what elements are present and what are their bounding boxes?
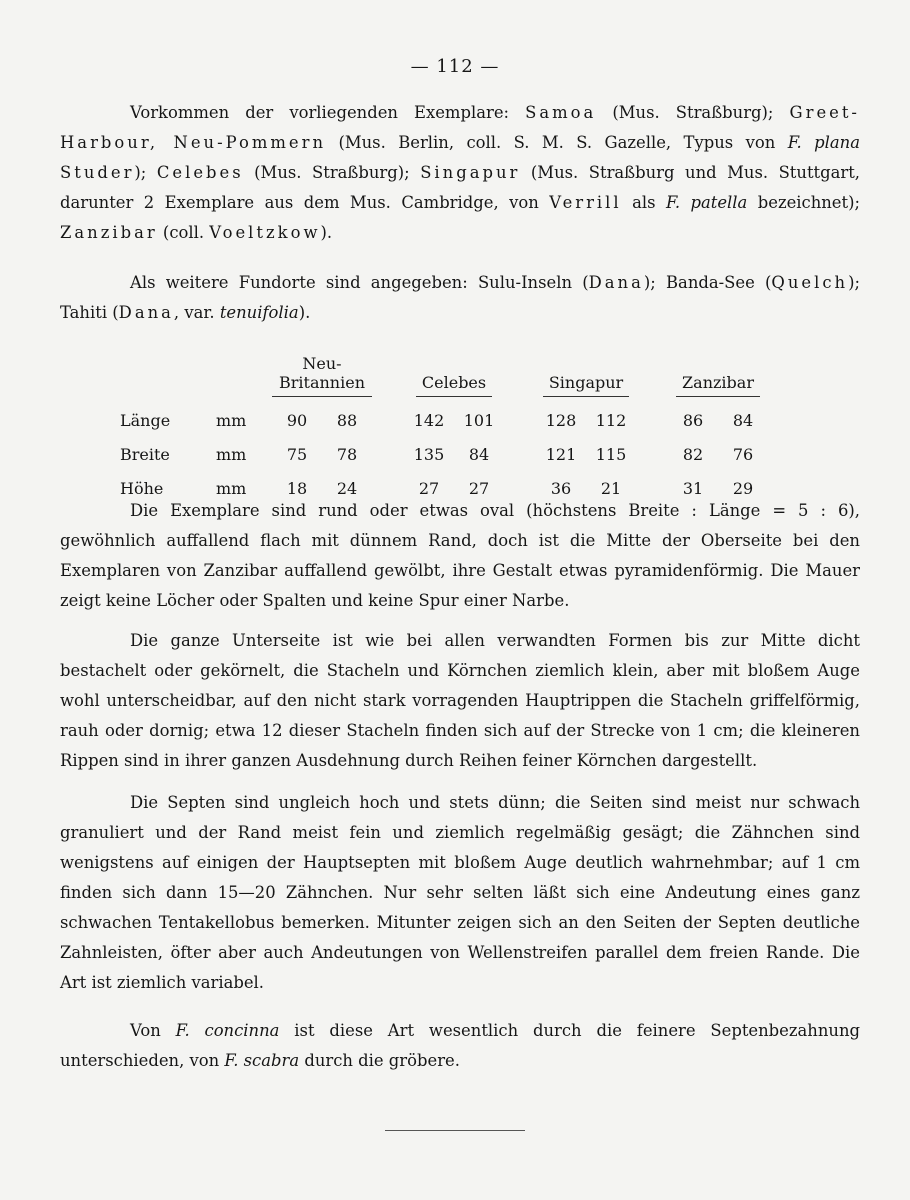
text: bezeichnet); — [757, 193, 861, 212]
page-number: — 112 — — [410, 56, 500, 77]
text: ). — [298, 303, 311, 322]
table-cell: 29 — [732, 478, 754, 498]
table-cell: 75 — [286, 444, 308, 464]
row-unit: mm — [216, 410, 247, 430]
author-name: Quelch — [771, 273, 849, 292]
text: als — [632, 193, 656, 212]
text: (Mus. Berlin, coll. S. M. S. Gazelle, Typus von — [338, 133, 776, 152]
table-cell: 24 — [336, 478, 358, 498]
species-name: F. concinna — [175, 1021, 280, 1040]
paragraph-occurrence — [60, 98, 860, 248]
table-cell: 86 — [682, 410, 704, 430]
section-divider — [385, 1130, 525, 1131]
author-name: Dana — [118, 303, 174, 322]
table-cell: 18 — [286, 478, 308, 498]
text: (Mus. Straßburg); — [254, 163, 410, 182]
species-name: F. patella — [666, 193, 748, 212]
text: ). — [320, 223, 333, 242]
author-name: Verrill — [549, 193, 622, 212]
text: Von — [130, 1021, 161, 1040]
table-cell: 27 — [418, 478, 440, 498]
table-cell: 21 — [600, 478, 622, 498]
column-header-celebes: Celebes — [416, 373, 492, 397]
table-cell: 27 — [468, 478, 490, 498]
table-row-laenge — [120, 403, 768, 437]
table-cell: 84 — [732, 410, 754, 430]
table-header-row — [120, 354, 768, 403]
paragraph-septa: Die Septen sind ungleich hoch und stets dünn; die Seiten sind meist nur schwach granuliert und der Rand meist fein und ziemlich regelmäßig gesägt; die Zähnchen sind wenigstens auf einigen der Hauptsepten mit bloßem Auge deutlich wahrnehmbar; auf 1 cm finden sich dann 15—20 Zähnchen. Nur sehr selten läßt sich eine Andeutung eines ganz schwachen Tentakellobus bemerken. Mitunter zeigen sich an den Seiten der Septen deutliche Zahnleisten, öfter aber auch Andeutungen von Wellenstreifen parallel dem freien Rande. Die Art ist ziemlich variabel. — [60, 793, 860, 992]
variety-name: tenuifolia — [219, 303, 299, 322]
text: Als weitere Fundorte sind angegeben: Sulu-Inseln ( — [130, 273, 589, 292]
table-cell: 142 — [413, 410, 445, 430]
table-cell: 90 — [286, 410, 308, 430]
author-name: Voeltzkow — [209, 223, 321, 242]
species-name: F. scabra — [224, 1051, 300, 1070]
row-unit: mm — [216, 478, 247, 498]
paragraph-shape: Die Exemplare sind rund oder etwas oval (höchstens Breite : Länge = 5 : 6), gewöhnlich auffallend flach mit dünnem Rand, doch ist die Mitte der Oberseite bei den Exemplaren von Zanzibar auffallend gewölbt, ihre Gestalt etwas pyramidenförmig. Die Mauer zeigt keine Löcher oder Spalten und keine Spur einer Narbe. — [60, 501, 860, 610]
measurement-table — [120, 354, 768, 505]
text: , var. — [173, 303, 215, 322]
row-unit: mm — [216, 444, 247, 464]
locality: Zanzibar — [60, 223, 158, 242]
paragraph-comparison — [60, 1016, 860, 1076]
text: (coll. — [162, 223, 205, 242]
column-header-zanzibar: Zanzibar — [676, 373, 760, 397]
table-cell: 121 — [545, 444, 577, 464]
text: (Mus. Straßburg); — [612, 103, 774, 122]
column-header-neu-britannien: Neu-Britannien — [272, 354, 372, 397]
table-cell: 76 — [732, 444, 754, 464]
table-cell: 82 — [682, 444, 704, 464]
text: Vorkommen der vorliegenden Exemplare: — [130, 103, 510, 122]
locality: Celebes — [156, 163, 244, 182]
paragraph-underside: Die ganze Unterseite ist wie bei allen verwandten Formen bis zur Mitte dicht bestachelt oder gekörnelt, die Stacheln und Körnchen ziemlich klein, aber mit bloßem Auge wohl unterscheidbar, auf den nicht stark vorragenden Hauptrippen die Stacheln griffelförmig, rauh oder dornig; etwa 12 dieser Stacheln finden sich auf der Strecke von 1 cm; die kleineren Rippen sind in ihrer ganzen Ausdehnung durch Reihen feiner Körnchen dargestellt. — [60, 631, 860, 770]
text: (Mus. Straßburg und Mus. Stuttgart, darunter 2 Exemplare aus dem Mus. Cambridge, von — [60, 163, 861, 212]
locality: Singapur — [420, 163, 521, 182]
paragraph-localities — [60, 268, 860, 328]
text: ); Tahiti ( — [60, 273, 860, 322]
species-name: F. plana — [787, 133, 860, 152]
table-cell: 112 — [595, 410, 627, 430]
row-label: Höhe — [120, 478, 164, 498]
locality: Greet-Harbour, Neu-Pommern — [60, 103, 860, 152]
table-cell: 88 — [336, 410, 358, 430]
table-cell: 84 — [468, 444, 490, 464]
table-cell: 115 — [595, 444, 627, 464]
table-cell: 101 — [463, 410, 495, 430]
text: ); — [134, 163, 147, 182]
author-name: Studer — [60, 163, 135, 182]
table-cell: 36 — [550, 478, 572, 498]
text: ); Banda-See ( — [643, 273, 772, 292]
row-label: Länge — [120, 410, 171, 430]
text: ist diese Art wesentlich durch die feinere Septenbezahnung unterschieden, von — [60, 1021, 860, 1070]
locality: Samoa — [525, 103, 597, 122]
table-cell: 135 — [413, 444, 445, 464]
table-cell: 31 — [682, 478, 704, 498]
table-row-breite — [120, 437, 768, 471]
row-label: Breite — [120, 444, 170, 464]
author-name: Dana — [588, 273, 644, 292]
column-header-singapur: Singapur — [543, 373, 629, 397]
text: durch die gröbere. — [304, 1051, 460, 1070]
table-cell: 78 — [336, 444, 358, 464]
table-cell: 128 — [545, 410, 577, 430]
